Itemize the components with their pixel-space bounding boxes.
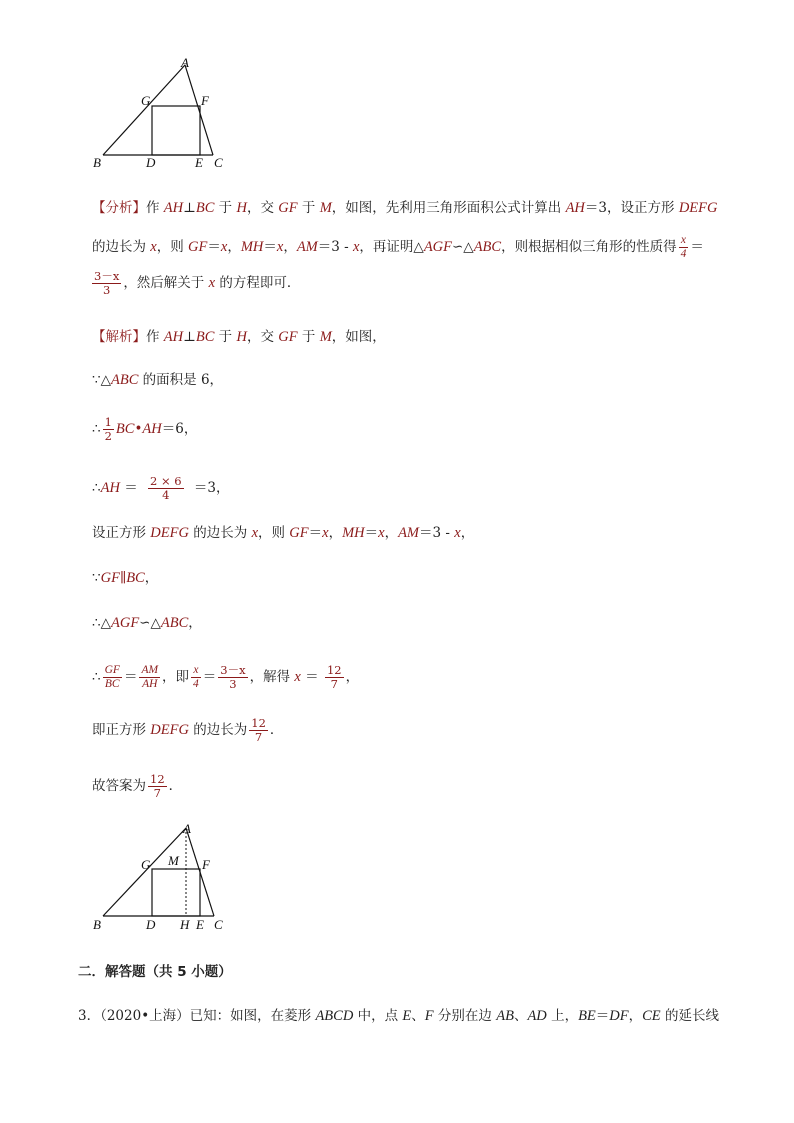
solution-line-2: ∵△ABC 的面积是 6， bbox=[92, 372, 224, 388]
analysis-line-1: 【分析】作 AH⊥BC 于 H，交 GF 于 M，如图，先利用三角形面积公式计算出 AH＝3，设正方形 DEFG bbox=[92, 200, 718, 216]
label-F: F bbox=[201, 93, 209, 108]
label-H: H bbox=[180, 917, 190, 932]
label-E: E bbox=[196, 917, 204, 932]
solution-line-1: 【解析】作 AH⊥BC 于 H，交 GF 于 M，如图， bbox=[92, 329, 386, 345]
label-D: D bbox=[146, 155, 156, 170]
triangle-figure-2 bbox=[85, 818, 235, 938]
label-M: M bbox=[168, 853, 179, 868]
analysis-line-3: $\frac{3-x}{3}$ ，然后解关于 x 的方程即可． bbox=[94, 269, 301, 297]
label-F: F bbox=[202, 857, 210, 872]
label-E: E bbox=[195, 155, 203, 170]
label-C: C bbox=[214, 917, 223, 932]
solution-line-10: 故答案为 $\frac{12}{7}$ ． bbox=[92, 772, 183, 800]
label-A: A bbox=[183, 821, 191, 836]
label-G: G bbox=[141, 857, 151, 872]
label-A: A bbox=[181, 55, 189, 70]
label-B: B bbox=[93, 155, 101, 170]
solution-line-7: ∴△AGF∽△ABC， bbox=[92, 615, 202, 631]
label-B: B bbox=[93, 917, 101, 932]
analysis-line-2: 的边长为 x，则 GF＝x，MH＝x，AM＝3 - x，再证明△AGF∽△ABC，则根据相似三角形的性质得 $\frac{x}{4}$ ＝ bbox=[92, 234, 704, 260]
solution-line-4: ∴AH ＝ $\frac{2 \times 6}{4}$ ＝3， bbox=[92, 474, 230, 502]
solution-line-5: 设正方形 DEFG 的边长为 x，则 GF＝x，MH＝x，AM＝3 - x， bbox=[92, 525, 475, 541]
solution-line-6: ∵GF∥BC， bbox=[92, 570, 159, 586]
solution-line-9: 即正方形 DEFG 的边长为 $\frac{12}{7}$ ． bbox=[92, 716, 284, 744]
solution-line-8: ∴ $\frac{GF}{BC}$ ＝ $\frac{AM}{AH}$ ，即 $\frac{x}{4}$ ＝ $\frac{3-x}{3}$ ，解得 x ＝ $\frac{12}{7}$ ， bbox=[92, 663, 360, 691]
question-3-text: 3．（2020•上海）已知：如图，在菱形 ABCD 中，点 E、F 分别在边 AB、AD 上，BE＝DF，CE 的延长线 bbox=[78, 1008, 719, 1024]
triangle-figure-1 bbox=[85, 55, 235, 175]
solution-line-3: ∴ $\frac{1}{2}$ BC•AH＝6， bbox=[92, 415, 198, 443]
section-title: 二．解答题（共 5 小题） bbox=[78, 964, 232, 980]
label-C: C bbox=[214, 155, 223, 170]
label-G: G bbox=[141, 93, 151, 108]
label-D: D bbox=[146, 917, 156, 932]
